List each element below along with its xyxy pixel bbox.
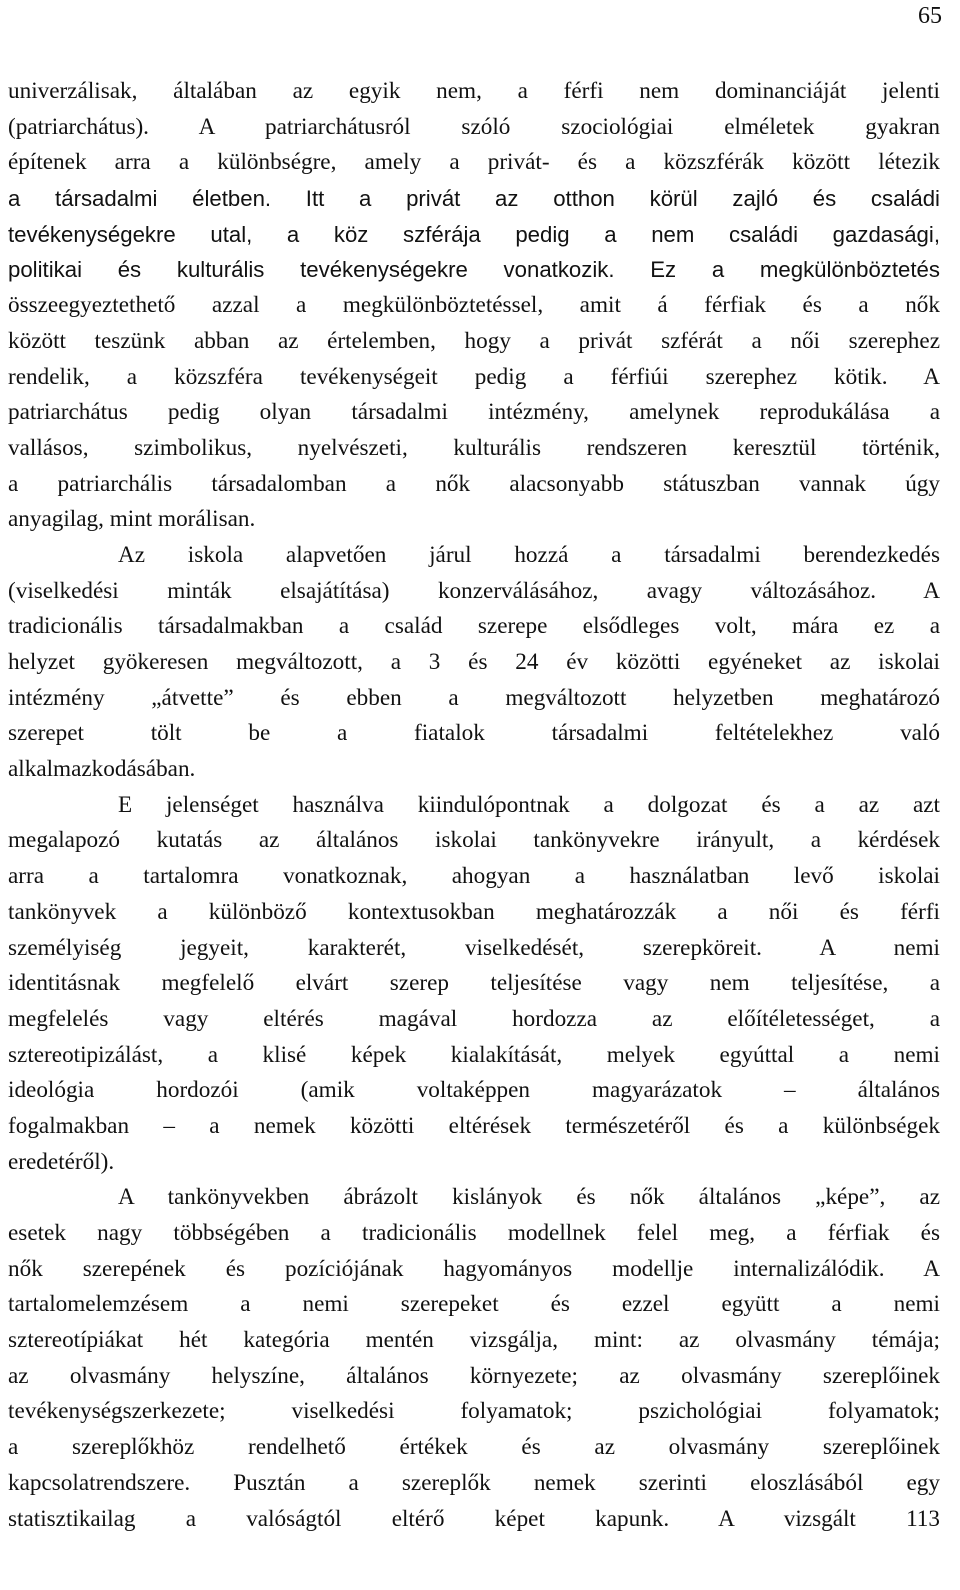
- text-line: sztereotípiákat hét kategória mentén vizsgálja, mint: az olvasmány témája;: [8, 1327, 940, 1354]
- text-line: megalapozó kutatás az általános iskolai tankönyvekre irányult, a kérdések: [8, 827, 940, 854]
- text-line: politikai és kulturális tevékenységekre vonatkozik. Ez a megkülönböztetés: [8, 257, 940, 283]
- text-line: között teszünk abban az értelemben, hogy a privát szférát a női szerephez: [8, 327, 940, 354]
- text-line: kapcsolatrendszere. Pusztán a szereplők nemek szerinti eloszlásából egy: [8, 1469, 940, 1496]
- text-line: szerepet tölt be a fiatalok társadalmi feltételekhez való: [8, 720, 940, 747]
- page-number: 65: [918, 3, 942, 29]
- text-line: alkalmazkodásában.: [8, 756, 196, 783]
- text-line: a társadalmi életben. Itt a privát az otthon körül zajló és családi: [8, 186, 940, 212]
- text-line: megfelelés vagy eltérés magával hordozza az előítéletességet, a: [8, 1005, 940, 1032]
- text-line: összeegyeztethető azzal a megkülönböztetéssel, amit á férfiak és a nők: [8, 292, 940, 319]
- text-line: identitásnak megfelelő elvárt szerep teljesítése vagy nem teljesítése, a: [8, 970, 940, 997]
- text-line: nők szerepének és pozíciójának hagyományos modellje internalizálódik. A: [8, 1255, 940, 1282]
- text-line: rendelik, a közszféra tevékenységeit pedig a férfiúi szerephez kötik. A: [8, 363, 940, 390]
- text-line: a szereplőkhöz rendelhető értékek és az olvasmány szereplőinek: [8, 1434, 940, 1461]
- text-line: tankönyvek a különböző kontextusokban meghatározzák a női és férfi: [8, 898, 940, 925]
- text-line: esetek nagy többségében a tradicionális modellnek felel meg, a férfiak és: [8, 1220, 940, 1246]
- text-line: univerzálisak, általában az egyik nem, a férfi nem dominanciáját jelenti: [8, 78, 940, 104]
- text-line: az olvasmány helyszíne, általános környezete; az olvasmány szereplőinek: [8, 1362, 940, 1389]
- text-line: tradicionális társadalmakban a család szerepe elsődleges volt, mára ez a: [8, 613, 940, 640]
- paragraph-start-line: E jelenséget használva kiindulópontnak a dolgozat és a az azt: [118, 791, 940, 818]
- text-line: patriarchátus pedig olyan társadalmi intézmény, amelynek reprodukálása a: [8, 399, 940, 426]
- paragraph-start-line: A tankönyvekben ábrázolt kislányok és nők általános „képe”, az: [118, 1184, 940, 1211]
- text-line: statisztikailag a valóságtól eltérő képet kapunk. A vizsgált 113: [8, 1505, 940, 1532]
- document-body: [8, 74, 940, 1537]
- text-line: építenek arra a különbségre, amely a privát- és a közszférák között létezik: [8, 149, 940, 176]
- text-line: tevékenységekre utal, a köz szférája pedig a nem családi gazdasági,: [8, 221, 940, 247]
- text-line: sztereotipizálást, a klisé képek kialakítását, melyek egyúttal a nemi: [8, 1041, 940, 1068]
- text-line: személyiség jegyeit, karakterét, viselkedését, szerepköreit. A nemi: [8, 934, 940, 961]
- text-line: fogalmakban – a nemek közötti eltérések természetéről és a különbségek: [8, 1112, 940, 1139]
- text-line: a patriarchális társadalomban a nők alacsonyabb státuszban vannak úgy: [8, 470, 940, 497]
- text-line: tevékenységszerkezete; viselkedési folyamatok; pszichológiai folyamatok;: [8, 1398, 940, 1425]
- text-line: intézmény „átvette” és ebben a megváltozott helyzetben meghatározó: [8, 684, 940, 711]
- text-line: anyagilag, mint morálisan.: [8, 506, 256, 533]
- text-line: vallásos, szimbolikus, nyelvészeti, kulturális rendszeren keresztül történik,: [8, 434, 940, 461]
- text-line: ideológia hordozói (amik voltaképpen magyarázatok – általános: [8, 1077, 940, 1104]
- text-line: (patriarchátus). A patriarchátusról szóló szociológiai elméletek gyakran: [8, 113, 940, 140]
- paragraph-start-line: Az iskola alapvetően járul hozzá a társadalmi berendezkedés: [118, 541, 940, 568]
- text-line: helyzet gyökeresen megváltozott, a 3 és 24 év közötti egyéneket az iskolai: [8, 649, 940, 675]
- text-line: (viselkedési minták elsajátítása) konzerválásához, avagy változásához. A: [8, 577, 940, 604]
- text-line: eredetéről).: [8, 1148, 115, 1175]
- text-line: arra a tartalomra vonatkoznak, ahogyan a használatban levő iskolai: [8, 863, 940, 890]
- text-line: tartalomelemzésem a nemi szerepeket és ezzel együtt a nemi: [8, 1291, 940, 1318]
